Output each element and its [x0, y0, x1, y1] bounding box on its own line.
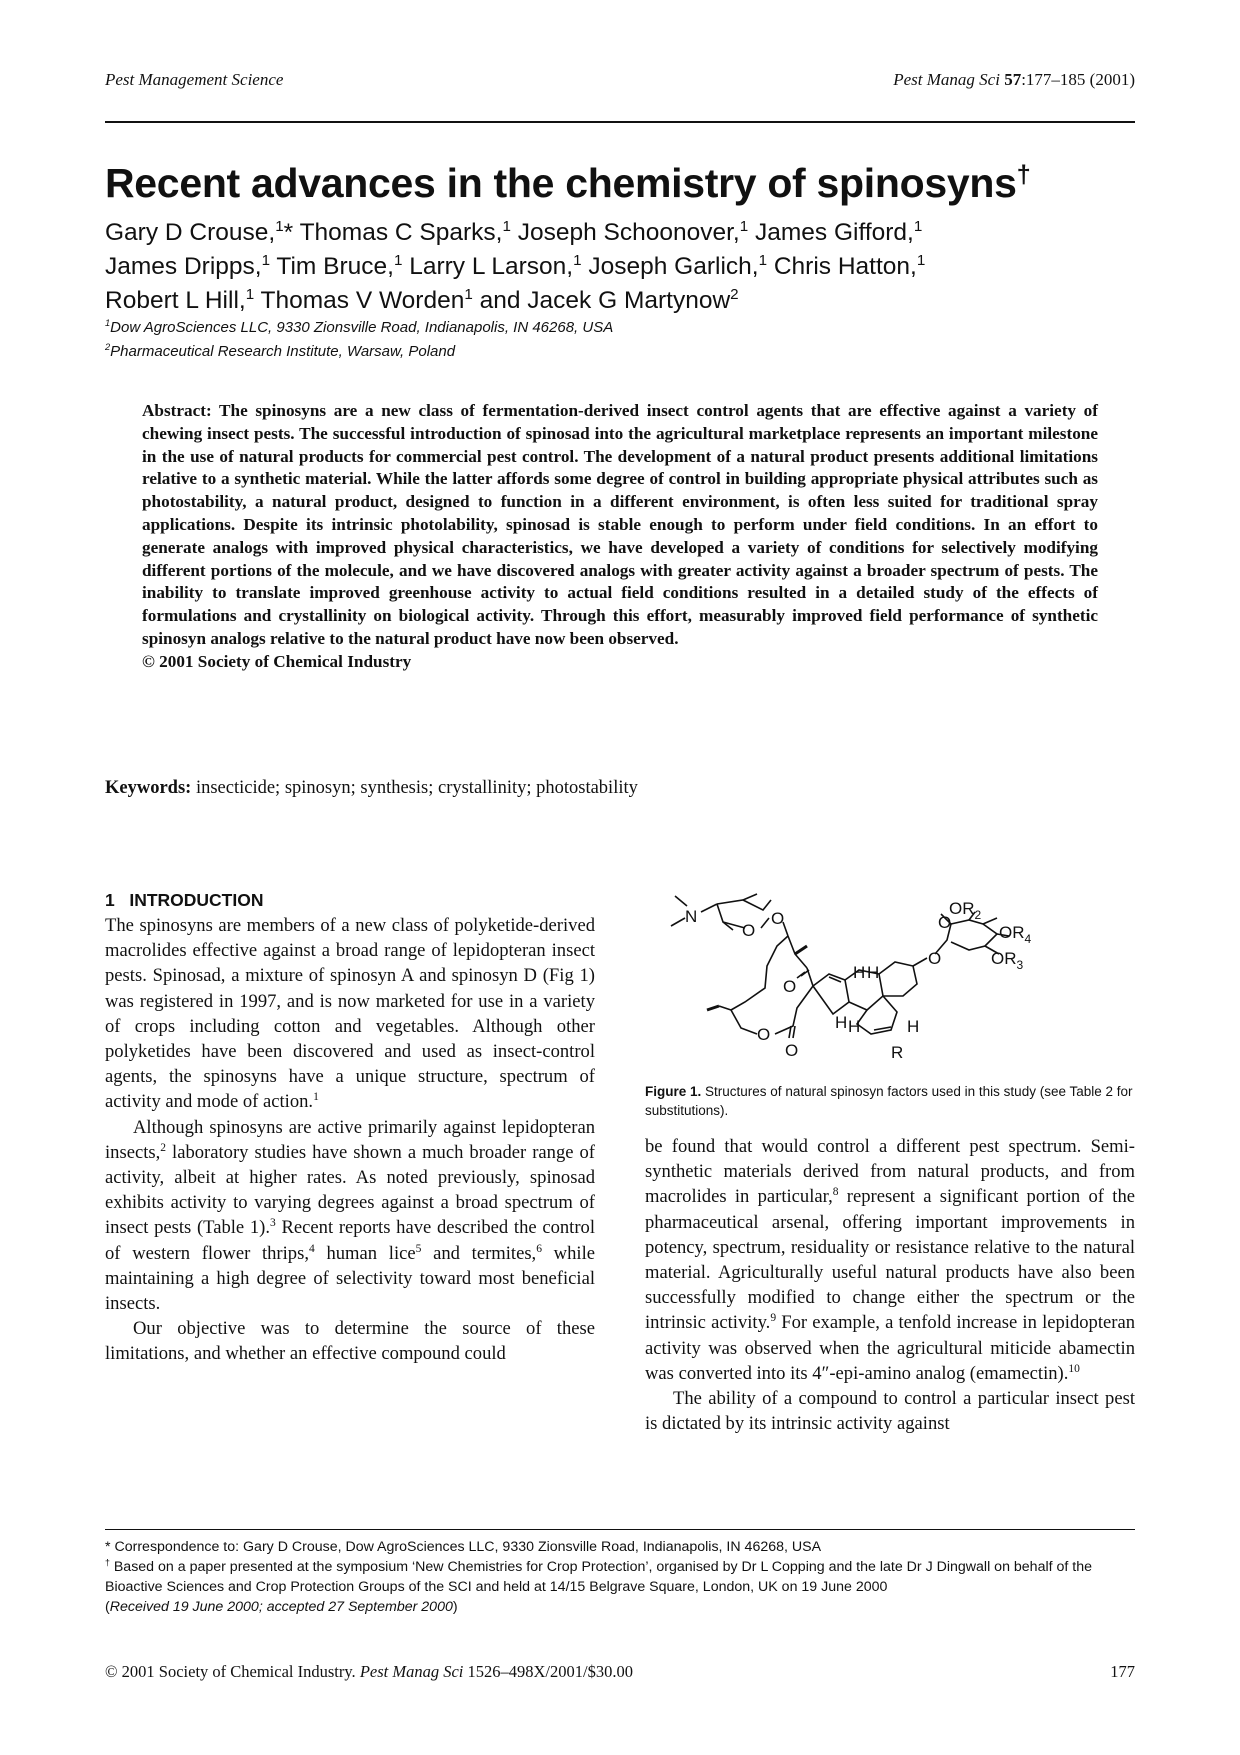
label-r: R	[891, 1043, 904, 1062]
paragraph: be found that would control a different pest spectrum. Semi-synthetic materials derived from natural products, and from macrolides in particular,$^8$ represent a significant portion of the pharmaceutical arsenal, offering important improvements in potency, spectrum, residuality or resistance relative to the natural material. Agriculturally useful natural products have also been successfully modified to change either the spectrum or the intrinsic activity.$^9$ For example, a tenfold increase in lepidopteran activity was observed when the agricultural miticide abamectin was converted into its 4″-epi-amino analog (emamectin).$^{10}$	[645, 1136, 1136, 1384]
figure-caption	[645, 1082, 1135, 1120]
affiliation: $^2$Pharmaceutical Research Institute, Warsaw, Poland	[105, 342, 456, 360]
affiliations	[105, 316, 613, 364]
label-o: O	[757, 1025, 771, 1044]
label-o: O	[938, 913, 952, 932]
author: Joseph Garlich,$^1$	[588, 251, 768, 280]
label-o: O	[928, 949, 942, 968]
author: Tim Bruce,$^1$	[276, 251, 403, 280]
page-number: 177	[1110, 1662, 1135, 1681]
label-h: H	[835, 1013, 848, 1032]
received-note: (Received 19 June 2000; accepted 27 September 2000)	[105, 1599, 458, 1615]
abstract-text: Abstract: The spinosyns are a new class of fermentation-derived insect control agents that are effective against a variety of chewing insect pests. The successful introduction of spinosad into the agricultural marketplace represents an important milestone in the use of natural products for commercial pest control. The development of a natural product presents additional limitations relative to a synthetic material. While the latter affords some degree of control in building appropriate physical attributes such as photostability, a natural product, designed to function in a different environment, is often less suited for traditional spray applications. Despite its intrinsic photolability, spinosad is stable enough to perform under field conditions. In an effort to generate analogs with improved physical characteristics, we have developed a variety of conditions for selectively modifying different portions of the molecule, and we have discovered analogs with greater activity against a broader spectrum of pests. The inability to translate improved greenhouse activity to actual field conditions resulted in a detailed study of the effects of formulations and crystallinity on biological activity. Through this effort, measurably improved field performance of synthetic spinosyn analogs relative to the natural product have now been observed.	[142, 401, 1098, 648]
page-footer	[105, 1662, 1135, 1682]
author: Robert L Hill,$^1$	[105, 285, 255, 314]
title-dagger: †	[1016, 160, 1031, 189]
body-column-left	[105, 888, 595, 1367]
citation-volume: 57	[1004, 70, 1022, 89]
label-h: H	[848, 1017, 861, 1036]
author: Chris Hatton,$^1$	[773, 251, 926, 280]
label-o: O	[771, 909, 785, 928]
label-or2: $OR_2$	[949, 899, 982, 922]
keywords-text: insecticide; spinosyn; synthesis; crystallinity; photostability	[195, 778, 638, 798]
author: James Gifford,$^1$	[755, 217, 923, 246]
paragraph: The ability of a compound to control a particular insect pest is dictated by its intrinsic activity against	[645, 1388, 1135, 1435]
author: Thomas V Worden$^1$	[260, 285, 473, 314]
keywords-label: Keywords:	[105, 778, 192, 798]
author: Gary D Crouse,$^1$*	[105, 217, 294, 246]
article-title	[105, 160, 1030, 207]
paragraph: Our objective was to determine the source of these limitations, and whether an effective compound could	[105, 1318, 595, 1365]
dagger-note: † Based on a paper presented at the symposium ‘New Chemistries for Crop Protection’, organised by Dr L Copping and the late Dr J Dingwall on behalf of the Bioactive Sciences and Crop Protection Groups of the SCI and held at 14/15 Belgrave Square, London, UK on 19 June 2000	[105, 1557, 1092, 1595]
paragraph: The spinosyns are members of a new class of polyketide-derived macrolides effective against a broad range of lepidopteran insect pests. Spinosad, a mixture of spinosyn A and spinosyn D (Fig 1) was registered in 1997, and is now marketed for use in a variety of crops including cotton and vegetables. Although other polyketides have been discovered and used as insect-control agents, the spinosyns have a unique structure, spectrum of activity and mode of action.$^1$	[105, 915, 595, 1113]
label-n: N	[685, 907, 698, 926]
label-o: O	[742, 921, 756, 940]
abstract-copyright: © 2001 Society of Chemical Industry	[142, 651, 412, 671]
author: and Jacek G Martynow$^2$	[479, 285, 739, 314]
caption-label: Figure 1.	[645, 1084, 702, 1099]
citation-journal: Pest Manag Sci	[893, 70, 1000, 89]
footer-issn: 1526–498X/2001/$30.00	[467, 1662, 633, 1681]
author: Joseph Schoonover,$^1$	[517, 217, 749, 246]
footnote-rule	[105, 1529, 1135, 1530]
footer-copyright: © 2001 Society of Chemical Industry.	[105, 1662, 356, 1681]
author: Thomas C Sparks,$^1$	[299, 217, 511, 246]
title-text: Recent advances in the chemistry of spinosyns	[105, 160, 1017, 206]
label-o: O	[783, 977, 797, 996]
paragraph: Although spinosyns are active primarily against lepidopteran insects,$^2$ laboratory studies have shown a much broader range of activity, albeit at higher rates. As noted previously, spinosad exhibits activity to varying degrees against a broad spectrum of insect pests (Table 1).$^3$ Recent reports have described the control of western flower thrips,$^4$ human lice$^5$ and termites,$^6$ while maintaining a high degree of selectivity toward most beneficial insects.	[105, 1116, 595, 1315]
label-o: O	[785, 1041, 799, 1060]
label-h: H	[853, 963, 866, 982]
label-h: H	[867, 963, 880, 982]
affiliation: $^1$Dow AgroSciences LLC, 9330 Zionsville Road, Indianapolis, IN 46268, USA	[105, 318, 614, 336]
journal-name: Pest Management Science	[105, 70, 284, 89]
correspondence-note: * Correspondence to: Gary D Crouse, Dow AgroSciences LLC, 9330 Zionsville Road, Indianapolis, IN 46268, USA	[105, 1539, 822, 1555]
footnotes	[105, 1537, 1135, 1617]
label-h: H	[907, 1017, 920, 1036]
header-rule	[105, 121, 1135, 123]
spinosyn-structure-figure	[645, 884, 1135, 1084]
keywords	[105, 778, 638, 799]
author: James Dripps,$^1$	[105, 251, 271, 280]
label-or3: $OR_3$	[991, 949, 1024, 972]
citation-pages: :177–185 (2001)	[1021, 70, 1135, 89]
footer-journal: Pest Manag Sci	[359, 1662, 464, 1681]
abstract	[142, 400, 1098, 674]
body-column-right	[645, 1134, 1135, 1436]
author-list	[105, 216, 1105, 318]
author: Larry L Larson,$^1$	[409, 251, 582, 280]
section-heading: 1 INTRODUCTION	[105, 890, 264, 910]
running-head	[105, 70, 1135, 94]
label-or4: $OR_4$	[999, 923, 1032, 946]
caption-text: Structures of natural spinosyn factors used in this study (see Table 2 for substitutions).	[645, 1084, 1133, 1118]
citation	[893, 70, 1135, 90]
